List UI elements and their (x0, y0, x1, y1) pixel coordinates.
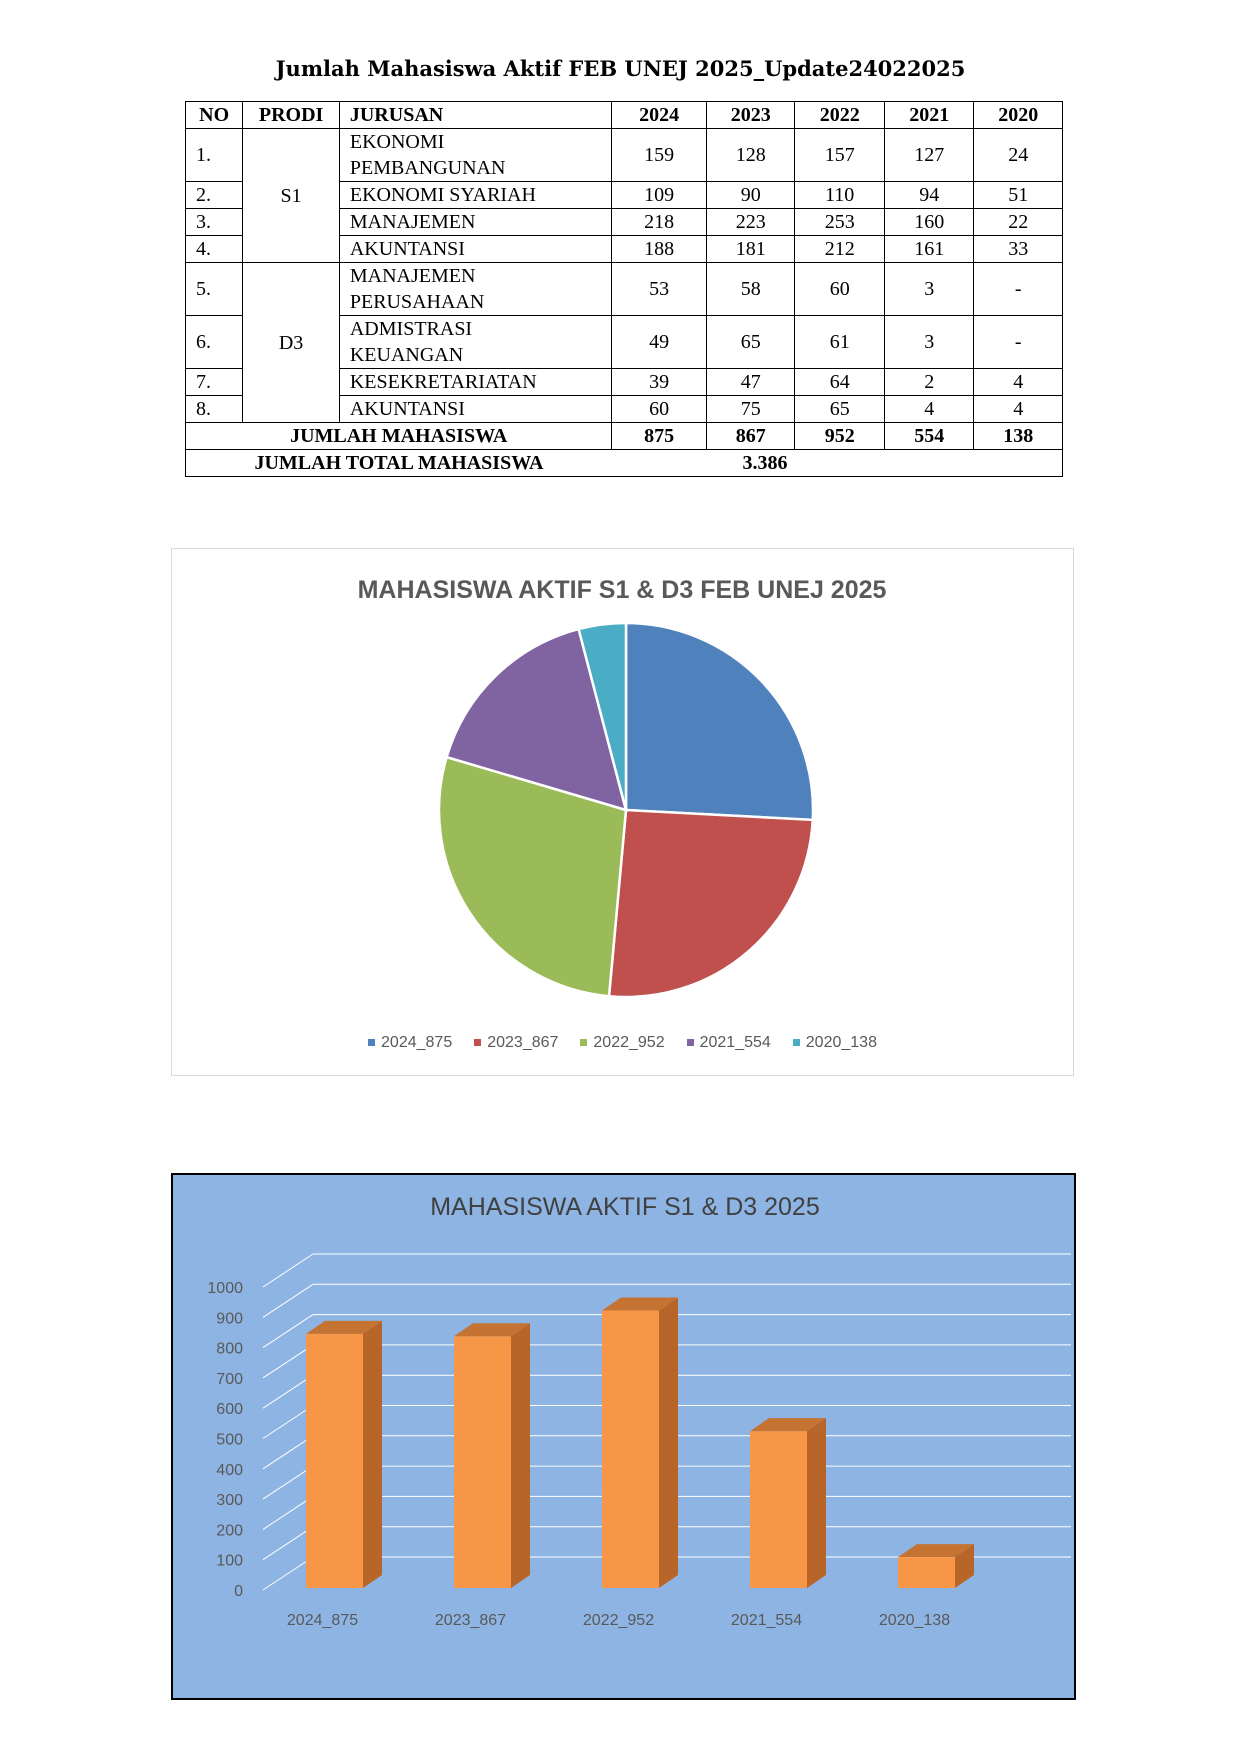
total-row (186, 450, 1063, 477)
gridline-depth (263, 1436, 313, 1469)
x-tick-label: 2020_138 (878, 1612, 951, 1629)
cell-2021: 160 (884, 209, 974, 236)
gridline-depth (263, 1466, 313, 1499)
table-row (186, 263, 1063, 316)
sum-label: JUMLAH MAHASISWA (186, 423, 612, 450)
row-no: 7. (186, 369, 243, 396)
legend-swatch (793, 1039, 800, 1046)
prodi-d3: D3 (243, 263, 340, 423)
row-jurusan (339, 263, 612, 316)
cell-2024: 188 (612, 236, 707, 263)
cell-2023: 90 (706, 182, 795, 209)
sum-2024: 875 (612, 423, 707, 450)
bar-chart-svg (173, 1175, 1074, 1698)
bar-side (363, 1321, 382, 1588)
cell-2020: 33 (974, 236, 1063, 263)
bar-side (511, 1323, 530, 1588)
cell-2020: - (974, 316, 1063, 369)
cell-2020: 51 (974, 182, 1063, 209)
cell-2022: 60 (795, 263, 885, 316)
row-jurusan: MANAJEMEN (339, 209, 612, 236)
jurusan-line: MANAJEMEN (349, 265, 476, 287)
cell-2020: - (974, 263, 1063, 316)
cell-2020: 22 (974, 209, 1063, 236)
bar-chart (171, 1173, 1076, 1700)
cell-2020: 4 (974, 369, 1063, 396)
jurusan-line: PEMBANGUNAN (349, 157, 506, 179)
x-tick-label: 2024_875 (286, 1612, 359, 1629)
legend-label: 2021_554 (699, 1034, 771, 1051)
row-jurusan: EKONOMI SYARIAH (339, 182, 612, 209)
y-tick-label: 100 (216, 1552, 243, 1570)
cell-2022: 65 (795, 396, 885, 423)
total-label: JUMLAH TOTAL MAHASISWA (186, 450, 612, 477)
row-no: 5. (186, 263, 243, 316)
cell-2024: 49 (612, 316, 707, 369)
gridline-depth (263, 1284, 313, 1317)
legend-swatch (474, 1039, 481, 1046)
row-no: 1. (186, 129, 243, 182)
header-2024: 2024 (612, 102, 707, 129)
legend-swatch (580, 1039, 587, 1046)
cell-2024: 159 (612, 129, 707, 182)
y-tick-label: 200 (216, 1522, 243, 1540)
cell-2023: 75 (706, 396, 795, 423)
bar-front (750, 1431, 807, 1588)
legend-swatch (687, 1039, 694, 1046)
student-table (185, 101, 1063, 477)
prodi-s1: S1 (243, 129, 340, 263)
header-2023: 2023 (706, 102, 795, 129)
row-jurusan: KESEKRETARIATAN (339, 369, 612, 396)
total-value: 3.386 (612, 450, 1063, 477)
cell-2022: 61 (795, 316, 885, 369)
gridline-depth (263, 1345, 313, 1378)
cell-2024: 109 (612, 182, 707, 209)
y-tick-label: 300 (216, 1492, 243, 1510)
bar-side (659, 1298, 678, 1588)
legend-label: 2023_867 (487, 1034, 559, 1051)
cell-2021: 3 (884, 263, 974, 316)
row-no: 8. (186, 396, 243, 423)
cell-2022: 64 (795, 369, 885, 396)
header-no: NO (186, 102, 243, 129)
header-prodi: PRODI (243, 102, 340, 129)
table-header-row (186, 102, 1063, 129)
cell-2022: 253 (795, 209, 885, 236)
bar-front (306, 1334, 363, 1588)
pie-chart-title: MAHASISWA AKTIF S1 & D3 FEB UNEJ 2025 (357, 576, 887, 604)
bar-front (454, 1336, 511, 1588)
row-jurusan: AKUNTANSI (339, 236, 612, 263)
row-no: 2. (186, 182, 243, 209)
row-jurusan (339, 316, 612, 369)
cell-2021: 3 (884, 316, 974, 369)
gridline-depth (263, 1315, 313, 1348)
legend-item (580, 1034, 664, 1052)
cell-2024: 218 (612, 209, 707, 236)
gridline-depth (263, 1254, 313, 1287)
sum-row (186, 423, 1063, 450)
legend-item (474, 1034, 558, 1052)
cell-2021: 4 (884, 396, 974, 423)
bar-chart-title: MAHASISWA AKTIF S1 & D3 2025 (430, 1193, 820, 1221)
cell-2021: 127 (884, 129, 974, 182)
cell-2024: 39 (612, 369, 707, 396)
pie-chart (171, 548, 1074, 1076)
pie-slice (626, 623, 813, 820)
cell-2020: 24 (974, 129, 1063, 182)
cell-2023: 128 (706, 129, 795, 182)
cell-2023: 58 (706, 263, 795, 316)
bar-front (898, 1557, 955, 1588)
legend-label: 2024_875 (381, 1034, 453, 1051)
row-jurusan: AKUNTANSI (339, 396, 612, 423)
gridline-depth (263, 1557, 313, 1590)
cell-2021: 94 (884, 182, 974, 209)
x-tick-label: 2023_867 (434, 1612, 507, 1629)
page-title: Jumlah Mahasiswa Aktif FEB UNEJ 2025_Update24022025 (275, 56, 966, 81)
y-tick-label: 900 (216, 1310, 243, 1328)
row-no: 6. (186, 316, 243, 369)
cell-2023: 223 (706, 209, 795, 236)
y-tick-label: 800 (216, 1340, 243, 1358)
pie-legend (172, 1034, 1073, 1052)
jurusan-line: EKONOMI (349, 131, 445, 153)
legend-label: 2020_138 (805, 1034, 877, 1051)
gridline-depth (263, 1375, 313, 1408)
jurusan-line: KEUANGAN (349, 344, 464, 366)
x-tick-label: 2021_554 (730, 1612, 803, 1629)
header-2022: 2022 (795, 102, 885, 129)
sum-2020: 138 (974, 423, 1063, 450)
gridline-depth (263, 1406, 313, 1439)
legend-swatch (368, 1039, 375, 1046)
row-no: 4. (186, 236, 243, 263)
sum-2022: 952 (795, 423, 885, 450)
pie-slice (609, 810, 813, 997)
x-tick-label: 2022_952 (582, 1612, 655, 1629)
cell-2024: 60 (612, 396, 707, 423)
y-tick-label: 500 (216, 1431, 243, 1449)
pie-chart-svg (172, 549, 1073, 1075)
cell-2024: 53 (612, 263, 707, 316)
legend-item (687, 1034, 771, 1052)
y-tick-label: 600 (216, 1401, 243, 1419)
cell-2022: 212 (795, 236, 885, 263)
gridline-depth (263, 1527, 313, 1560)
sum-2021: 554 (884, 423, 974, 450)
table-row (186, 129, 1063, 182)
y-tick-label: 400 (216, 1461, 243, 1479)
cell-2021: 2 (884, 369, 974, 396)
y-tick-label: 700 (216, 1370, 243, 1388)
row-no: 3. (186, 209, 243, 236)
row-jurusan (339, 129, 612, 182)
header-2021: 2021 (884, 102, 974, 129)
legend-label: 2022_952 (593, 1034, 665, 1051)
bar-front (602, 1311, 659, 1588)
header-jurusan: JURUSAN (339, 102, 612, 129)
gridline-depth (263, 1496, 313, 1529)
cell-2023: 65 (706, 316, 795, 369)
header-2020: 2020 (974, 102, 1063, 129)
jurusan-line: PERUSAHAAN (349, 291, 485, 313)
jurusan-line: ADMISTRASI (349, 318, 473, 340)
cell-2022: 110 (795, 182, 885, 209)
legend-item (368, 1034, 452, 1052)
y-tick-label: 0 (234, 1583, 243, 1600)
y-tick-label: 1000 (207, 1280, 243, 1297)
cell-2021: 161 (884, 236, 974, 263)
sum-2023: 867 (706, 423, 795, 450)
cell-2023: 181 (706, 236, 795, 263)
legend-item (793, 1034, 877, 1052)
cell-2020: 4 (974, 396, 1063, 423)
cell-2023: 47 (706, 369, 795, 396)
cell-2022: 157 (795, 129, 885, 182)
bar-side (807, 1418, 826, 1588)
